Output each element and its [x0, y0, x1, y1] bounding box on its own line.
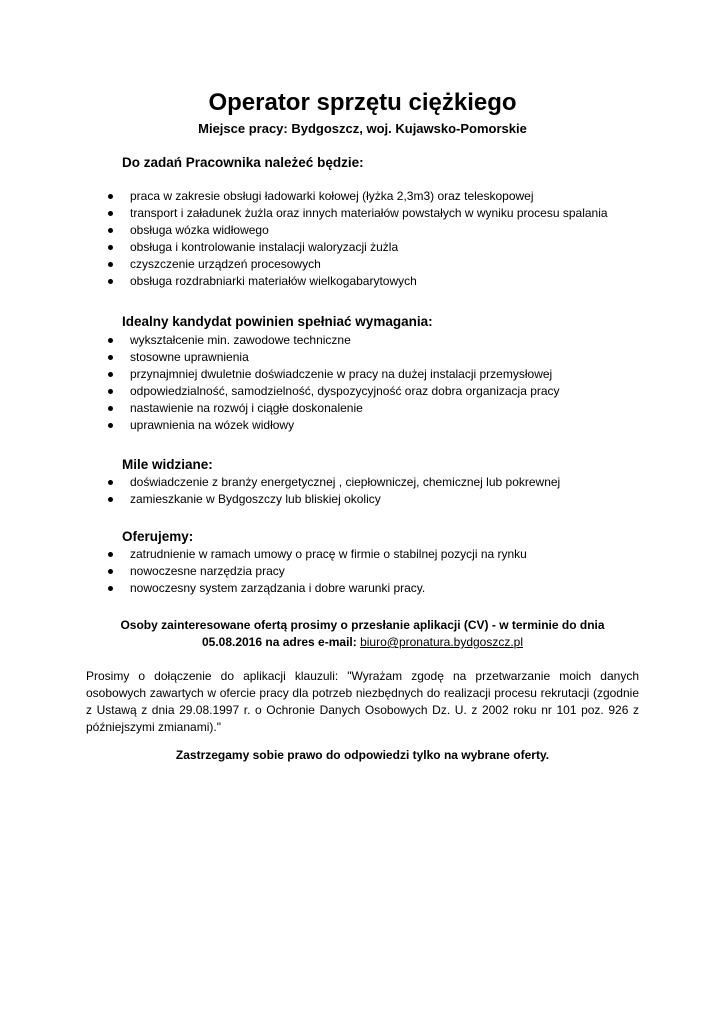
- offer-heading: Oferujemy:: [122, 529, 194, 544]
- application-line-1: Osoby zainteresowane ofertą prosimy o przesłanie aplikacji (CV) - w terminie do dnia: [120, 618, 605, 632]
- offer-list: [105, 546, 527, 597]
- list-item: [105, 222, 608, 239]
- list-item: [105, 188, 608, 205]
- offer-text: nowoczesne narzędzia pracy: [130, 564, 285, 578]
- list-item: [105, 383, 560, 400]
- duty-text: obsługa wózka widłowego: [130, 223, 269, 237]
- bullet-icon: [108, 211, 113, 216]
- bullet-icon: [108, 552, 113, 557]
- application-line-2: [80, 634, 645, 651]
- requirements-list: [105, 332, 560, 434]
- bullet-icon: [108, 355, 113, 360]
- list-item: [105, 239, 608, 256]
- list-item: [105, 366, 560, 383]
- list-item: [105, 256, 608, 273]
- duty-text: czyszczenie urządzeń procesowych: [130, 257, 321, 271]
- bullet-icon: [108, 423, 113, 428]
- bullet-icon: [108, 406, 113, 411]
- duty-text: transport i załadunek żużla oraz innych materiałów powstałych w wyniku procesu spalania: [130, 206, 608, 220]
- nice-to-have-text: zamieszkanie w Bydgoszczy lub bliskiej okolicy: [130, 492, 381, 506]
- bullet-icon: [108, 262, 113, 267]
- list-item: [105, 417, 560, 434]
- requirement-text: wykształcenie min. zawodowe techniczne: [130, 333, 351, 347]
- list-item: [105, 205, 608, 222]
- bullet-icon: [108, 338, 113, 343]
- requirements-heading: Idealny kandydat powinien spełniać wymagania:: [122, 314, 433, 329]
- email-link[interactable]: biuro@pronatura.bydgoszcz.pl: [360, 635, 524, 649]
- duty-text: praca w zakresie obsługi ładowarki kołowej (łyżka 2,3m3) oraz teleskopowej: [130, 189, 534, 203]
- duty-text: obsługa i kontrolowanie instalacji waloryzacji żużla: [130, 240, 399, 254]
- list-item: [105, 273, 608, 290]
- list-item: [105, 563, 527, 580]
- bullet-icon: [108, 497, 113, 502]
- requirement-text: przynajmniej dwuletnie doświadczenie w pracy na dużej instalacji przemysłowej: [130, 367, 553, 381]
- requirement-text: odpowiedzialność, samodzielność, dyspozycyjność oraz dobra organizacja pracy: [130, 384, 560, 398]
- bullet-icon: [108, 194, 113, 199]
- nice-to-have-heading: Mile widziane:: [122, 457, 213, 472]
- bullet-icon: [108, 279, 113, 284]
- requirement-text: stosowne uprawnienia: [130, 350, 249, 364]
- duty-text: obsługa rozdrabniarki materiałów wielkogabarytowych: [130, 274, 417, 288]
- list-item: [105, 400, 560, 417]
- offer-text: nowoczesny system zarządzania i dobre warunki pracy.: [130, 581, 426, 595]
- application-deadline: 05.08.2016 na adres e-mail:: [201, 635, 361, 649]
- requirement-text: nastawienie na rozwój i ciągłe doskonalenie: [130, 401, 363, 415]
- consent-clause: Prosimy o dołączenie do aplikacji klauzuli: "Wyrażam zgodę na przetwarzanie moich danych osobowych zawartych w ofercie pracy dla potrzeb niezbędnych do realizacji procesu rekrutacji (zgodnie z Ustawą z dnia 29.08.1997 r. o Ochronie Danych Osobowych Dz. U. z 2002 roku nr 101 poz. 926 z późniejszymi zmianami).": [86, 669, 639, 734]
- requirement-text: uprawnienia na wózek widłowy: [130, 418, 295, 432]
- list-item: [105, 491, 560, 508]
- bullet-icon: [108, 569, 113, 574]
- list-item: [105, 332, 560, 349]
- closing-note: Zastrzegamy sobie prawo do odpowiedzi tylko na wybrane oferty.: [175, 748, 550, 762]
- list-item: [105, 349, 560, 366]
- offer-text: zatrudnienie w ramach umowy o pracę w firmie o stabilnej pozycji na rynku: [130, 547, 527, 561]
- page-title: Operator sprzętu ciężkiego: [208, 89, 517, 116]
- duties-heading: Do zadań Pracownika należeć będzie:: [122, 155, 364, 170]
- bullet-icon: [108, 245, 113, 250]
- list-item: [105, 474, 560, 491]
- nice-to-have-list: [105, 474, 560, 508]
- nice-to-have-text: doświadczenie z branży energetycznej , ciepłowniczej, chemicznej lub pokrewnej: [130, 475, 561, 489]
- job-location: Miejsce pracy: Bydgoszcz, woj. Kujawsko-Pomorskie: [198, 121, 527, 136]
- bullet-icon: [108, 228, 113, 233]
- bullet-icon: [108, 389, 113, 394]
- bullet-icon: [108, 586, 113, 591]
- bullet-icon: [108, 480, 113, 485]
- bullet-icon: [108, 372, 113, 377]
- duties-list: [105, 188, 608, 290]
- list-item: [105, 546, 527, 563]
- list-item: [105, 580, 527, 597]
- application-note: [80, 617, 645, 651]
